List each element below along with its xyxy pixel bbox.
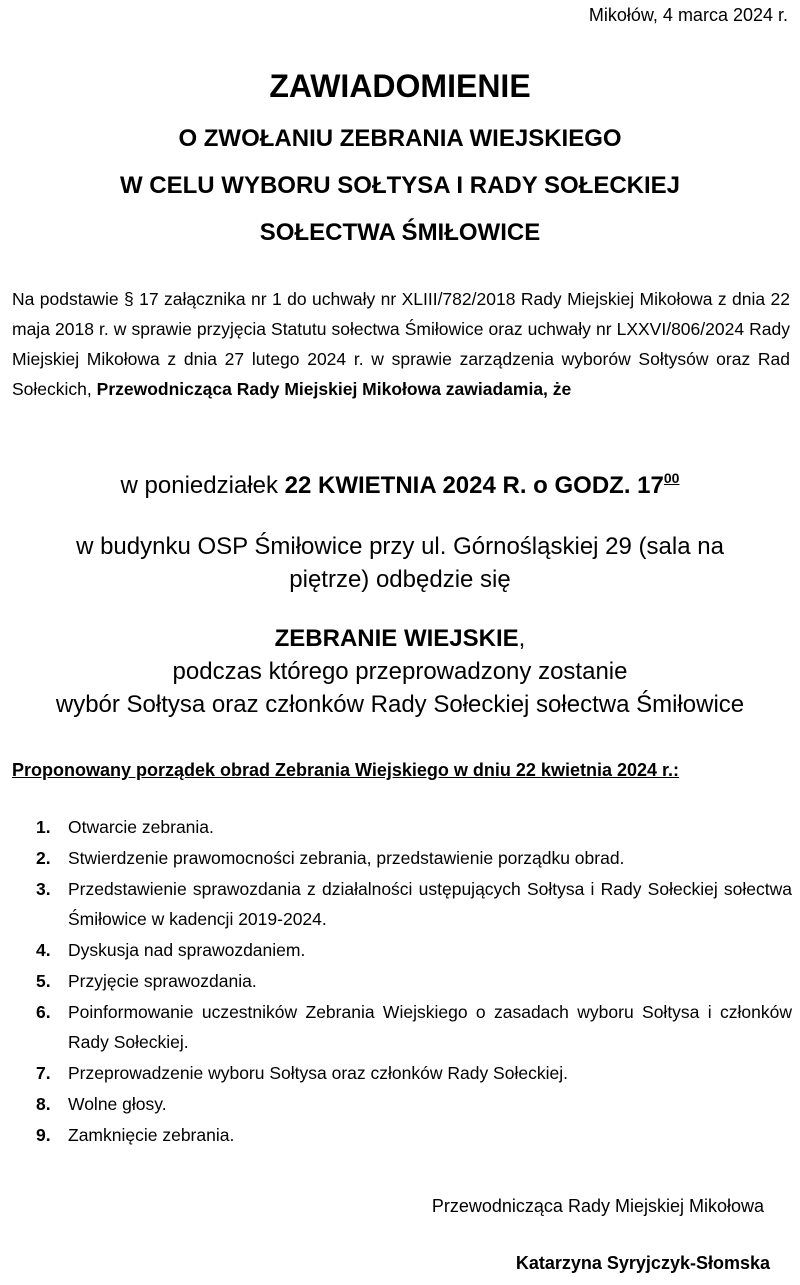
agenda-item — [36, 966, 792, 996]
signer-name: Katarzyna Syryjczyk-Słomska — [515, 1253, 770, 1273]
intro-bold-text: Przewodnicząca Rady Miejskiej Mikołowa zawiadamia, że — [96, 379, 572, 399]
agenda-item — [36, 1058, 792, 1088]
agenda-item-text: Przeprowadzenie wyboru Sołtysa oraz członków Rady Sołeckiej. — [68, 1063, 568, 1083]
intro-text: Na podstawie § 17 załącznika nr 1 do uchwały nr XLIII/782/2018 Rady Miejskiej Mikołowa z dnia 22 maja 2018 r. w sprawie przyjęcia Statutu sołectwa Śmiłowice oraz uchwały nr LXXVI/806/2024 Rady Miejskiej Mikołowa z dnia 27 lutego 2024 r. w sprawie zarządzenia wyborów Sołtysów oraz Rad Sołeckich, — [12, 289, 790, 399]
agenda-item-text: Stwierdzenie prawomocności zebrania, przedstawienie porządku obrad. — [68, 848, 625, 868]
agenda-item-number: 7. — [36, 1063, 51, 1083]
agenda-item-text: Zamknięcie zebrania. — [68, 1125, 235, 1145]
document-subtitle-line1: O ZWOŁANIU ZEBRANIA WIEJSKIEGO — [178, 125, 622, 152]
agenda-item-text: Przyjęcie sprawozdania. — [68, 971, 257, 991]
agenda-item-number: 1. — [36, 817, 51, 837]
meeting-name: ZEBRANIE WIEJSKIE — [274, 625, 519, 652]
agenda-item — [36, 997, 792, 1057]
meeting-description — [0, 622, 800, 721]
intro-paragraph — [12, 284, 790, 404]
agenda-item-number: 2. — [36, 848, 51, 868]
agenda-item — [36, 935, 792, 965]
agenda-item-number: 3. — [36, 879, 51, 899]
document-subtitle-line3: SOŁECTWA ŚMIŁOWICE — [259, 219, 541, 246]
meeting-line3: wybór Sołtysa oraz członków Rady Sołeckiej sołectwa Śmiłowice — [55, 691, 745, 718]
agenda-heading: Proponowany porządek obrad Zebrania Wiejskiego w dniu 22 kwietnia 2024 r.: — [12, 760, 680, 780]
agenda-item — [36, 1089, 792, 1119]
agenda-item-text: Otwarcie zebrania. — [68, 817, 214, 837]
agenda-item — [36, 1120, 792, 1150]
meeting-line2: podczas którego przeprowadzony zostanie — [172, 658, 628, 685]
agenda-item-text: Dyskusja nad sprawozdaniem. — [68, 940, 306, 960]
agenda-item-text: Poinformowanie uczestników Zebrania Wiejskiego o zasadach wyboru Sołtysa i członków Rady Sołeckiej. — [68, 1002, 792, 1052]
agenda-item-number: 5. — [36, 971, 51, 991]
meeting-name-comma: , — [518, 625, 526, 652]
signer-title: Przewodnicząca Rady Miejskiej Mikołowa — [431, 1196, 764, 1216]
agenda-item — [36, 843, 792, 873]
meeting-location: w budynku OSP Śmiłowice przy ul. Górnośląskiej 29 (sala na piętrze) odbędzie się — [76, 533, 724, 593]
meeting-datetime — [0, 470, 800, 500]
agenda-list — [36, 812, 792, 1151]
document-title: ZAWIADOMIENIE — [269, 68, 531, 104]
agenda-item-number: 8. — [36, 1094, 51, 1114]
agenda-item-number: 6. — [36, 1002, 51, 1022]
agenda-item-number: 9. — [36, 1125, 51, 1145]
meeting-day: w poniedziałek — [120, 472, 278, 499]
document-date: Mikołów, 4 marca 2024 r. — [588, 5, 788, 25]
agenda-item — [36, 812, 792, 842]
meeting-date-time: 22 KWIETNIA 2024 R. o GODZ. 17 — [284, 472, 664, 499]
document-subtitle-line2: W CELU WYBORU SOŁTYSA I RADY SOŁECKIEJ — [119, 172, 681, 199]
agenda-item — [36, 874, 792, 934]
agenda-item-text: Przedstawienie sprawozdania z działalności ustępujących Sołtysa i Rady Sołeckiej sołectwa Śmiłowice w kadencji 2019-2024. — [68, 879, 792, 929]
agenda-item-number: 4. — [36, 940, 51, 960]
meeting-minutes: 00 — [663, 470, 680, 486]
agenda-item-text: Wolne głosy. — [68, 1094, 167, 1114]
